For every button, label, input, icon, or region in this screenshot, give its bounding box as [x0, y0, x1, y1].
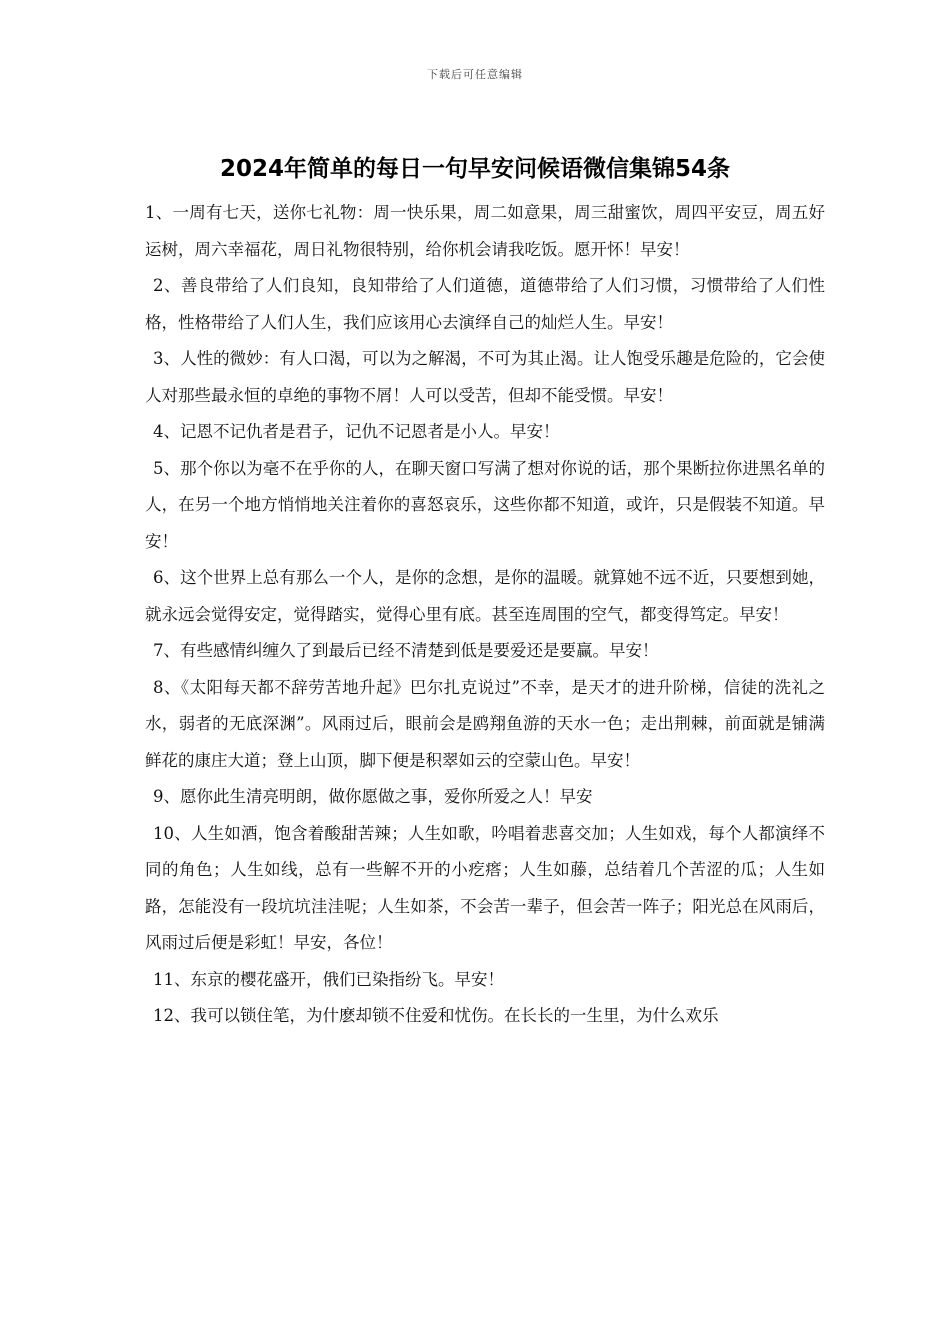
paragraph-3: 3、人性的微妙：有人口渴，可以为之解渴，不可为其止渴。让人饱受乐趣是危险的，它会使人对那些最永恒的卓绝的事物不屑！人可以受苦，但却不能受惯。早安！	[145, 349, 825, 405]
paragraph-10: 10、人生如酒，饱含着酸甜苦辣；人生如歌，吟唱着悲喜交加；人生如戏，每个人都演绎不同的角色；人生如线，总有一些解不开的小疙瘩；人生如藤，总结着几个苦涩的瓜；人生如路，怎能没有一段坑坑洼洼呢；人生如茶，不会苦一辈子，但会苦一阵子；阳光总在风雨后，风雨过后便是彩虹！早安，各位！	[145, 823, 825, 952]
paragraph-8: 8、《太阳每天都不辞劳苦地升起》巴尔扎克说过”不幸，是天才的进升阶梯，信徒的洗礼之水，弱者的无底深渊”。风雨过后，眼前会是鸥翔鱼游的天水一色；走出荆棘，前面就是铺满鲜花的康庄大道；登上山顶，脚下便是积翠如云的空蒙山色。早安！	[145, 677, 825, 770]
document-body	[145, 195, 825, 1035]
paragraph-2: 2、善良带给了人们良知，良知带给了人们道德，道德带给了人们习惯，习惯带给了人们性格，性格带给了人们人生，我们应该用心去演绎自己的灿烂人生。早安！	[145, 276, 825, 332]
paragraph-5: 5、那个你以为毫不在乎你的人，在聊天窗口写满了想对你说的话，那个果断拉你进黑名单的人，在另一个地方悄悄地关注着你的喜怒哀乐，这些你都不知道，或许，只是假装不知道。早安！	[145, 458, 825, 551]
paragraph-1: 1、一周有七天，送你七礼物：周一快乐果，周二如意果，周三甜蜜饮，周四平安豆，周五好运树，周六幸福花，周日礼物很特别，给你机会请我吃饭。愿开怀！早安！	[145, 203, 825, 259]
document-title: 2024年简单的每日一句早安问候语微信集锦54条	[219, 156, 731, 182]
paragraph-11: 11、东京的樱花盛开，俄们已染指纷飞。早安！	[153, 969, 504, 989]
header-note: 下载后可任意编辑	[427, 68, 523, 81]
paragraph-4: 4、记恩不记仇者是君子，记仇不记恩者是小人。早安！	[153, 422, 560, 441]
paragraph-12: 12、我可以锁住笔，为什麽却锁不住爱和忧伤。在长长的一生里，为什么欢乐	[153, 1006, 719, 1025]
paragraph-6: 6、这个世界上总有那么一个人，是你的念想，是你的温暖。就算她不远不近，只要想到她，就永远会觉得安定，觉得踏实，觉得心里有底。甚至连周围的空气，都变得笃定。早安！	[145, 568, 825, 624]
paragraph-9: 9、愿你此生清亮明朗，做你愿做之事，爱你所爱之人！早安	[153, 787, 593, 806]
paragraph-7: 7、有些感情纠缠久了到最后已经不清楚到低是要爱还是要赢。早安！	[153, 641, 659, 660]
